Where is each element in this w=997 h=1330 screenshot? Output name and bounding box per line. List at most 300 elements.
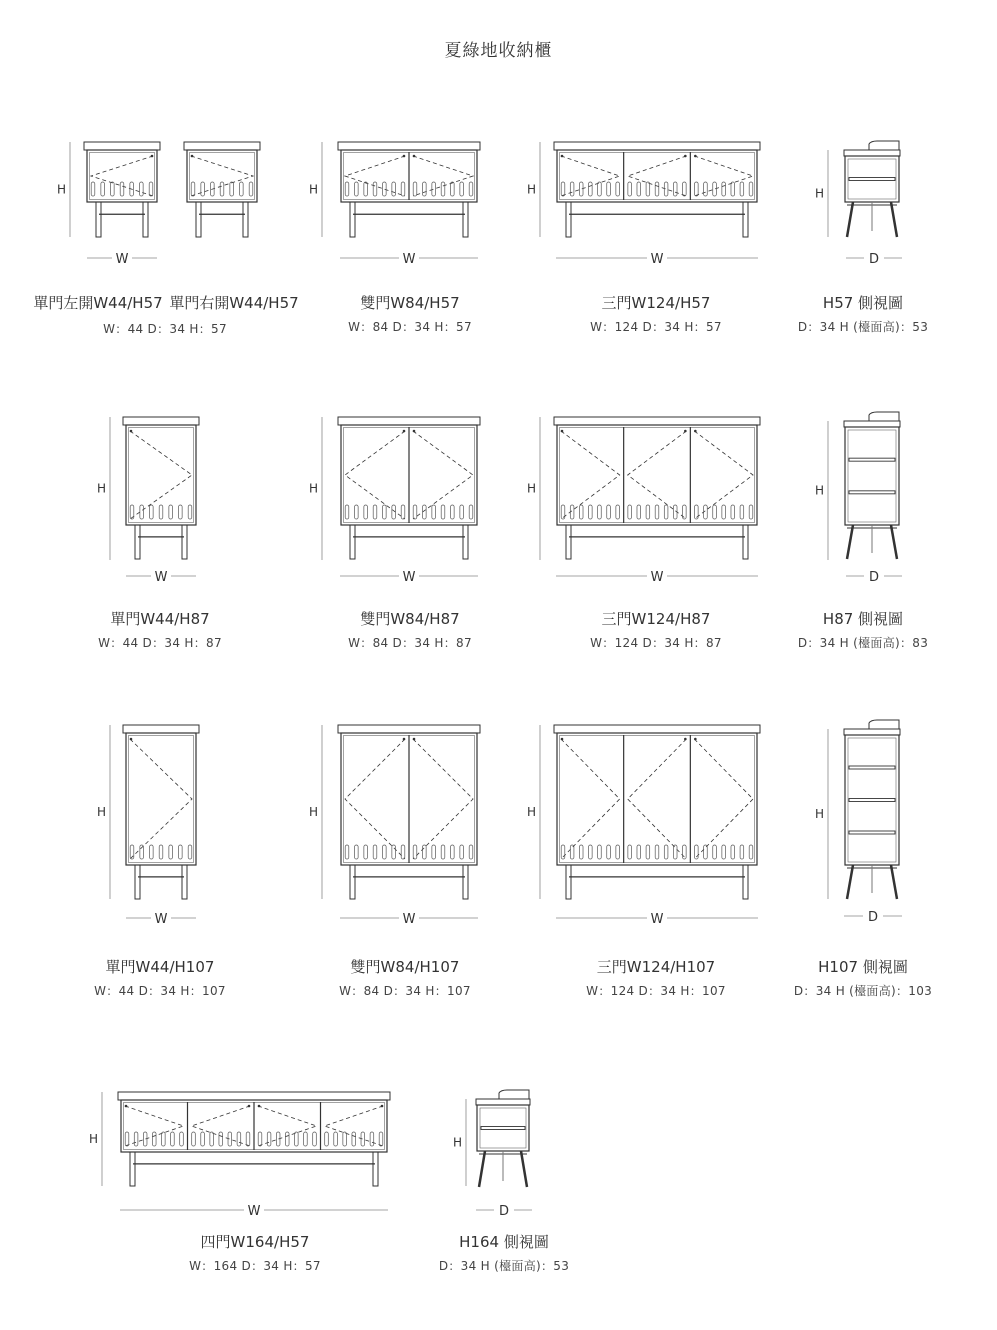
caption-triple-h57 bbox=[556, 292, 756, 335]
height-label: H bbox=[452, 1135, 462, 1150]
model-dimensions: W：84 D：34 H：57 bbox=[348, 320, 472, 334]
model-name: 單門右開W44/H57 bbox=[169, 294, 299, 312]
slat bbox=[179, 845, 183, 859]
slat bbox=[383, 182, 387, 196]
cabinet-body bbox=[845, 156, 899, 202]
slat bbox=[646, 505, 650, 519]
slat bbox=[607, 845, 611, 859]
slat bbox=[237, 1132, 241, 1146]
slat bbox=[561, 182, 565, 196]
countertop bbox=[338, 725, 480, 733]
countertop bbox=[123, 417, 199, 425]
slat bbox=[313, 1132, 317, 1146]
hinge-mark bbox=[403, 430, 406, 433]
height-label: H bbox=[96, 805, 106, 819]
leg bbox=[243, 202, 248, 237]
width-label: W bbox=[650, 252, 664, 267]
slat bbox=[373, 845, 377, 859]
slat bbox=[343, 1132, 347, 1146]
model-name: 單門左開W44/H57 bbox=[33, 294, 163, 312]
slat bbox=[469, 182, 473, 196]
drawing-triple-h57 bbox=[527, 142, 760, 267]
slat bbox=[192, 1132, 196, 1146]
hinge-mark bbox=[403, 155, 406, 158]
slat bbox=[655, 505, 659, 519]
door-swing-indicator bbox=[192, 1106, 251, 1146]
slat bbox=[598, 182, 602, 196]
cabinet-inner-frame bbox=[190, 153, 255, 200]
slat bbox=[704, 182, 708, 196]
width-label: D bbox=[868, 570, 880, 585]
model-dimensions: W：124 D：34 H：57 bbox=[590, 320, 722, 334]
slat bbox=[392, 845, 396, 859]
model-name: H107 側視圖 bbox=[818, 958, 908, 976]
slat bbox=[469, 505, 473, 519]
height-label: H bbox=[56, 182, 66, 197]
slat bbox=[589, 182, 593, 196]
shelf bbox=[849, 831, 895, 834]
door-swing-indicator bbox=[561, 156, 620, 196]
countertop bbox=[84, 142, 160, 150]
slat bbox=[749, 182, 753, 196]
model-name: H164 側視圖 bbox=[459, 1233, 549, 1251]
slat bbox=[246, 1132, 250, 1146]
door-swing-indicator bbox=[628, 739, 687, 859]
caption-triple-h107 bbox=[556, 956, 756, 999]
leg bbox=[847, 525, 853, 559]
hinge-mark bbox=[403, 738, 406, 741]
slat bbox=[159, 845, 163, 859]
slat bbox=[722, 182, 726, 196]
caption-quad-h57 bbox=[170, 1231, 340, 1274]
model-name: 三門W124/H107 bbox=[596, 958, 716, 976]
slat bbox=[140, 182, 144, 196]
slat bbox=[355, 845, 359, 859]
slat bbox=[149, 182, 153, 196]
countertop bbox=[554, 725, 760, 733]
caption-double-h87 bbox=[320, 608, 500, 651]
leg bbox=[743, 865, 748, 899]
slat bbox=[373, 182, 377, 196]
height-label: H bbox=[814, 483, 824, 498]
slat bbox=[722, 505, 726, 519]
slat bbox=[383, 505, 387, 519]
model-name: 雙門W84/H87 bbox=[360, 610, 460, 628]
slat bbox=[392, 182, 396, 196]
door-swing-indicator bbox=[345, 739, 405, 859]
slat bbox=[683, 182, 687, 196]
backsplash bbox=[869, 720, 899, 729]
height-label: H bbox=[526, 805, 536, 819]
slat bbox=[598, 505, 602, 519]
countertop bbox=[476, 1099, 530, 1105]
countertop bbox=[123, 725, 199, 733]
model-name: 雙門W84/H107 bbox=[350, 958, 460, 976]
door-swing-indicator bbox=[91, 156, 153, 196]
leg bbox=[182, 525, 187, 559]
leg bbox=[479, 1151, 485, 1187]
slat bbox=[101, 182, 105, 196]
shelf bbox=[481, 1127, 525, 1130]
slat bbox=[413, 505, 417, 519]
height-label: H bbox=[814, 186, 824, 201]
hinge-mark bbox=[248, 1105, 251, 1108]
door-swing-indicator bbox=[325, 1106, 384, 1146]
drawing-double-h57 bbox=[309, 142, 480, 267]
slat bbox=[460, 845, 464, 859]
caption-single-right-h57 bbox=[166, 292, 302, 313]
slat bbox=[413, 182, 417, 196]
slat bbox=[731, 845, 735, 859]
countertop bbox=[184, 142, 260, 150]
slat bbox=[364, 845, 368, 859]
slat bbox=[441, 182, 445, 196]
slat bbox=[219, 1132, 223, 1146]
slat bbox=[740, 845, 744, 859]
backsplash bbox=[869, 141, 899, 150]
model-name: 四門W164/H57 bbox=[200, 1233, 310, 1251]
width-label: W bbox=[154, 912, 168, 927]
leg bbox=[96, 202, 101, 237]
slat bbox=[646, 845, 650, 859]
leg bbox=[743, 202, 748, 237]
slat bbox=[383, 845, 387, 859]
slat bbox=[345, 182, 349, 196]
leg bbox=[566, 865, 571, 899]
hinge-mark bbox=[130, 430, 133, 433]
slat bbox=[628, 505, 632, 519]
slat bbox=[150, 845, 154, 859]
door-swing-indicator bbox=[413, 431, 473, 519]
cabinet-inner-frame bbox=[848, 738, 896, 862]
hinge-mark bbox=[684, 430, 687, 433]
slat bbox=[364, 182, 368, 196]
slat bbox=[570, 845, 574, 859]
width-label: W bbox=[154, 570, 168, 585]
slat bbox=[749, 845, 753, 859]
cabinet-inner-frame bbox=[848, 430, 896, 522]
cabinet-inner-frame bbox=[480, 1108, 526, 1148]
countertop bbox=[554, 142, 760, 150]
slat bbox=[673, 845, 677, 859]
backsplash bbox=[869, 412, 899, 421]
drawing-side-h57 bbox=[815, 141, 902, 267]
leg bbox=[135, 525, 140, 559]
countertop bbox=[844, 150, 900, 156]
drawing-double-h87 bbox=[309, 417, 480, 585]
drawing-side-h164 bbox=[453, 1090, 532, 1219]
model-dimensions: W：44 D：34 H：87 bbox=[98, 636, 222, 650]
slat bbox=[423, 845, 427, 859]
slat bbox=[451, 505, 455, 519]
slat bbox=[704, 845, 708, 859]
backsplash bbox=[499, 1090, 529, 1099]
cabinet-body bbox=[845, 427, 899, 525]
slat bbox=[655, 845, 659, 859]
caption-double-h107 bbox=[310, 956, 500, 999]
door-swing-indicator bbox=[413, 156, 473, 196]
slat bbox=[616, 845, 620, 859]
caption-single-left-h57 bbox=[30, 292, 166, 313]
leg bbox=[143, 202, 148, 237]
leg bbox=[135, 865, 140, 899]
hinge-mark bbox=[381, 1105, 384, 1108]
shelf bbox=[849, 458, 895, 461]
drawing-side-h87 bbox=[815, 412, 902, 585]
slat bbox=[731, 182, 735, 196]
slat bbox=[598, 845, 602, 859]
door-swing-indicator bbox=[191, 156, 253, 196]
slat bbox=[240, 182, 244, 196]
leg bbox=[847, 865, 853, 899]
drawing-single-left-h57 bbox=[57, 142, 260, 267]
slat bbox=[628, 845, 632, 859]
slat bbox=[179, 505, 183, 519]
hinge-mark bbox=[191, 155, 194, 158]
leg bbox=[891, 525, 897, 559]
slat bbox=[345, 845, 349, 859]
cabinet-body bbox=[845, 735, 899, 865]
door-swing-indicator bbox=[628, 431, 687, 519]
slat bbox=[150, 505, 154, 519]
height-label: H bbox=[308, 481, 318, 496]
height-label: H bbox=[96, 481, 106, 496]
slat bbox=[230, 182, 234, 196]
countertop bbox=[118, 1092, 390, 1100]
slat bbox=[267, 1132, 271, 1146]
slat bbox=[401, 505, 405, 519]
hinge-mark bbox=[694, 738, 697, 741]
door-swing-indicator bbox=[130, 739, 192, 859]
model-dimensions: W：44 D：34 H：57 bbox=[103, 322, 227, 336]
caption-double-h57 bbox=[320, 292, 500, 335]
leg bbox=[891, 202, 897, 237]
model-dimensions: W：124 D：34 H：107 bbox=[586, 984, 726, 998]
slat bbox=[637, 182, 641, 196]
leg bbox=[463, 525, 468, 559]
width-label: W bbox=[650, 912, 664, 927]
door-swing-indicator bbox=[628, 156, 687, 196]
cabinet-inner-frame bbox=[129, 736, 194, 863]
slat bbox=[152, 1132, 156, 1146]
cabinet-body bbox=[187, 150, 257, 202]
slat bbox=[210, 1132, 214, 1146]
door-swing-indicator bbox=[561, 431, 620, 519]
height-label: H bbox=[814, 807, 824, 821]
slat bbox=[469, 845, 473, 859]
width-label: D bbox=[868, 252, 880, 267]
model-name: H57 側視圖 bbox=[822, 294, 904, 312]
slat bbox=[140, 845, 144, 859]
hinge-mark bbox=[413, 738, 416, 741]
slat bbox=[570, 182, 574, 196]
slat bbox=[451, 845, 455, 859]
slat bbox=[713, 845, 717, 859]
model-name: 單門W44/H87 bbox=[110, 610, 210, 628]
hinge-mark bbox=[694, 430, 697, 433]
model-dimensions: D：34 H (檯面高)：103 bbox=[793, 984, 933, 998]
slat bbox=[355, 182, 359, 196]
hinge-mark bbox=[561, 430, 564, 433]
slat bbox=[140, 505, 144, 519]
height-label: H bbox=[526, 182, 536, 197]
slat bbox=[740, 182, 744, 196]
door-swing-indicator bbox=[561, 739, 620, 859]
leg bbox=[130, 1152, 135, 1186]
slat bbox=[616, 505, 620, 519]
slat bbox=[432, 505, 436, 519]
slat bbox=[460, 182, 464, 196]
slat bbox=[334, 1132, 338, 1146]
leg bbox=[182, 865, 187, 899]
door-swing-indicator bbox=[413, 739, 473, 859]
cabinet-body bbox=[557, 150, 757, 202]
slat bbox=[188, 505, 192, 519]
door-swing-indicator bbox=[694, 156, 753, 196]
slat bbox=[401, 845, 405, 859]
slat bbox=[220, 182, 224, 196]
drawing-single-h87 bbox=[97, 417, 199, 585]
slat bbox=[451, 182, 455, 196]
cabinet-inner-frame bbox=[129, 428, 194, 523]
slat bbox=[134, 1132, 138, 1146]
model-name: H87 側視圖 bbox=[822, 610, 904, 628]
drawing-triple-h107 bbox=[527, 725, 760, 927]
model-dimensions: W：44 D：34 H：107 bbox=[94, 984, 226, 998]
cabinet-body bbox=[557, 425, 757, 525]
leg bbox=[463, 202, 468, 237]
slat bbox=[637, 845, 641, 859]
hinge-mark bbox=[684, 155, 687, 158]
slat bbox=[432, 182, 436, 196]
shelf bbox=[849, 799, 895, 802]
door-swing-indicator bbox=[130, 431, 192, 519]
caption-side-h57 bbox=[783, 292, 943, 335]
hinge-mark bbox=[125, 1105, 128, 1108]
slat bbox=[159, 505, 163, 519]
hinge-mark bbox=[561, 738, 564, 741]
slat bbox=[169, 845, 173, 859]
door-swing-indicator bbox=[125, 1106, 184, 1146]
leg bbox=[373, 1152, 378, 1186]
model-dimensions: D：34 H (檯面高)：53 bbox=[438, 1259, 570, 1273]
shelf bbox=[849, 178, 895, 181]
caption-triple-h87 bbox=[556, 608, 756, 651]
slat bbox=[607, 505, 611, 519]
slat bbox=[423, 182, 427, 196]
model-dimensions: W：164 D：34 H：57 bbox=[189, 1259, 321, 1273]
width-label: W bbox=[115, 252, 129, 267]
cabinet-inner-frame bbox=[560, 736, 755, 863]
hinge-mark bbox=[413, 430, 416, 433]
slat bbox=[379, 1132, 383, 1146]
hinge-mark bbox=[130, 738, 133, 741]
slat bbox=[285, 1132, 289, 1146]
slat bbox=[162, 1132, 166, 1146]
caption-single-h57-dims bbox=[60, 315, 270, 337]
height-label: H bbox=[308, 805, 318, 819]
slat bbox=[325, 1132, 329, 1146]
leg bbox=[350, 202, 355, 237]
width-label: W bbox=[402, 912, 416, 927]
slat bbox=[345, 505, 349, 519]
slat bbox=[740, 505, 744, 519]
width-label: W bbox=[402, 570, 416, 585]
width-label: D bbox=[498, 1204, 510, 1219]
slat bbox=[171, 1132, 175, 1146]
slat bbox=[713, 505, 717, 519]
slat bbox=[91, 182, 95, 196]
leg bbox=[350, 525, 355, 559]
shelf bbox=[849, 766, 895, 769]
width-label: W bbox=[650, 570, 664, 585]
leg bbox=[350, 865, 355, 899]
slat bbox=[579, 505, 583, 519]
leg bbox=[743, 525, 748, 559]
slat bbox=[355, 505, 359, 519]
drawing-double-h107 bbox=[309, 725, 480, 927]
door-swing-indicator bbox=[345, 431, 405, 519]
leg bbox=[891, 865, 897, 899]
model-dimensions: D：34 H (檯面高)：53 bbox=[797, 320, 929, 334]
slat bbox=[731, 505, 735, 519]
caption-side-h164 bbox=[424, 1231, 584, 1274]
slat bbox=[616, 182, 620, 196]
slat bbox=[637, 505, 641, 519]
model-dimensions: W：84 D：34 H：87 bbox=[348, 636, 472, 650]
slat bbox=[460, 505, 464, 519]
drawing-single-h107 bbox=[97, 725, 199, 927]
slat bbox=[695, 182, 699, 196]
slat bbox=[589, 845, 593, 859]
slat bbox=[373, 505, 377, 519]
height-label: H bbox=[526, 481, 536, 496]
door-swing-indicator bbox=[694, 431, 753, 519]
model-name: 單門W44/H107 bbox=[105, 958, 215, 976]
slat bbox=[295, 1132, 299, 1146]
slat bbox=[304, 1132, 308, 1146]
slat bbox=[655, 182, 659, 196]
slat bbox=[413, 845, 417, 859]
leg bbox=[847, 202, 853, 237]
caption-single-h107 bbox=[80, 956, 240, 999]
leg bbox=[521, 1151, 527, 1187]
width-label: W bbox=[247, 1204, 261, 1219]
door-swing-indicator bbox=[694, 739, 753, 859]
model-name: 三門W124/H57 bbox=[601, 294, 711, 312]
slat bbox=[201, 1132, 205, 1146]
drawing-triple-h87 bbox=[527, 417, 760, 585]
cabinet-inner-frame bbox=[848, 159, 896, 199]
height-label: H bbox=[308, 182, 318, 197]
slat bbox=[579, 845, 583, 859]
width-label: W bbox=[402, 252, 416, 267]
leg bbox=[566, 202, 571, 237]
slat bbox=[401, 182, 405, 196]
countertop bbox=[338, 142, 480, 150]
leg bbox=[566, 525, 571, 559]
door-swing-indicator bbox=[258, 1106, 317, 1146]
slat bbox=[191, 182, 195, 196]
model-dimensions: W：84 D：34 H：107 bbox=[339, 984, 471, 998]
caption-side-h87 bbox=[783, 608, 943, 651]
hinge-mark bbox=[561, 155, 564, 158]
leg bbox=[196, 202, 201, 237]
leg bbox=[463, 865, 468, 899]
slat bbox=[432, 845, 436, 859]
slat bbox=[441, 505, 445, 519]
slat bbox=[664, 845, 668, 859]
